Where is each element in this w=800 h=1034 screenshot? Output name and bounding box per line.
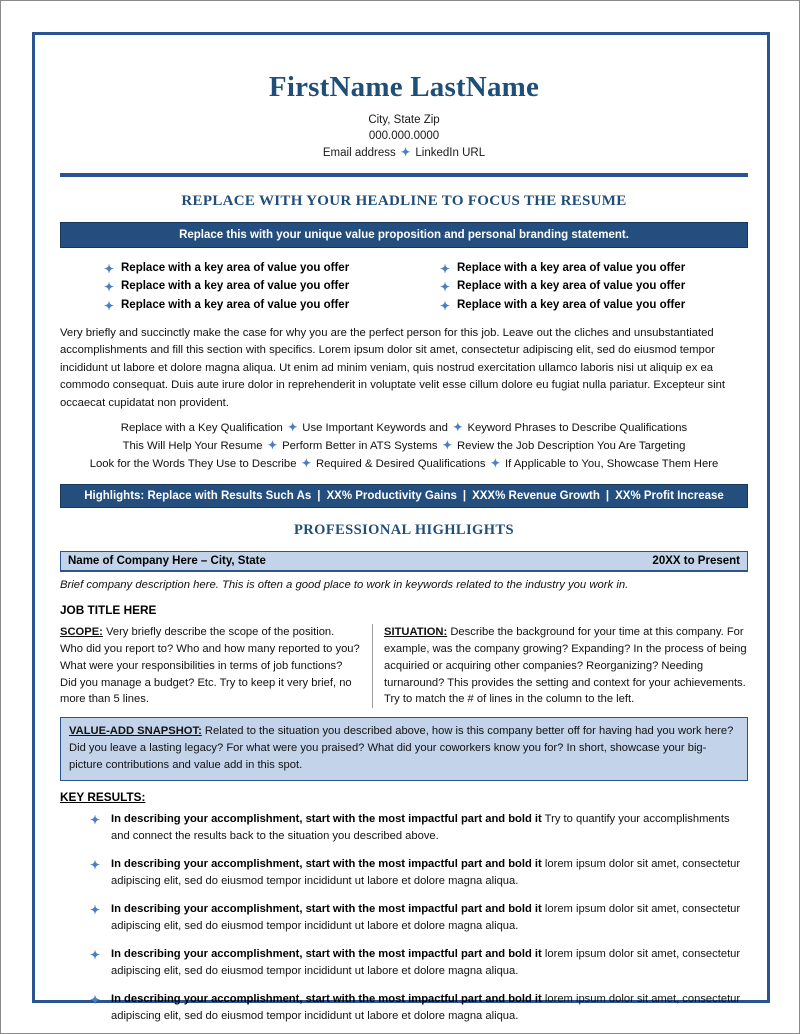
diamond-bullet-icon: ✦ xyxy=(440,280,451,295)
summary-paragraph: Very briefly and succinctly make the case for why you are the perfect person for this job. Leave out the cliches and unsubstantiated accomplishments and fill this section with specifics. Lorem ipsum dolor sit amet, consectetur adipiscing elit, sed do eiusmod tempor incididunt ut labore et dolore magna aliqua. Ut enim ad minim veniam, quis nostrud exercitation ullamco laboris nisi ut aliquip ex ea commodo consequat. Duis aute irure dolor in reprehenderit in voluptate velit esse cillum dolore eu fugiat nulla pariatur. Excepteur sint occaecat cupidatat non provident. xyxy=(60,326,725,409)
scope-text-block xyxy=(60,624,360,708)
company-name-location: Name of Company Here – City, State xyxy=(68,555,266,568)
key-areas-right-column xyxy=(404,260,740,315)
diamond-separator-icon: ✦ xyxy=(400,146,411,159)
header-divider-rule xyxy=(60,173,748,177)
key-result-rest: lorem ipsum dolor sit amet, consectetur adipiscing elit, sed do eiusmod tempor incididunt ut labore et dolore magna aliqua. xyxy=(111,993,741,1023)
situation-column xyxy=(373,624,748,708)
contact-email-linkedin xyxy=(60,145,748,161)
key-result-rest: lorem ipsum dolor sit amet, consectetur adipiscing elit, sed do eiusmod tempor incididunt ut labore et dolore magna aliqua. xyxy=(111,858,741,888)
qualification-segment: Keyword Phrases to Describe Qualifications xyxy=(467,422,688,435)
highlights-segment: XX% Profit Increase xyxy=(615,489,724,502)
key-area-label: Replace with a key area of value you offer xyxy=(121,298,350,311)
value-add-label: VALUE-ADD SNAPSHOT: xyxy=(69,725,202,738)
highlights-segment: Highlights: Replace with Results Such As xyxy=(84,489,312,502)
list-item xyxy=(60,946,748,980)
qualification-segment: This Will Help Your Resume xyxy=(122,440,263,453)
scope-body: Very briefly describe the scope of the position. Who did you report to? Who and how many reported to you? What were your responsibilities in terms of job functions? Did you manage a budget? Etc. Try to keep it very brief, no more than 5 lines. xyxy=(60,626,360,706)
key-result-rest: Try to quantify your accomplishments and connect the results back to the situation you described above. xyxy=(111,813,730,843)
diamond-separator-icon: ✦ xyxy=(452,422,463,435)
key-area-label: Replace with a key area of value you offer xyxy=(457,298,686,311)
page-title: FirstName LastName xyxy=(268,71,540,103)
list-item xyxy=(104,297,404,315)
qualification-segment: If Applicable to You, Showcase Them Here xyxy=(504,458,719,471)
highlights-segment: XX% Productivity Gains xyxy=(326,489,457,502)
contact-email: Email address xyxy=(322,146,396,159)
list-item xyxy=(60,856,748,890)
key-result-bold: In describing your accomplishment, start with the most impactful part and bold it xyxy=(111,948,542,961)
qualification-segment: Use Important Keywords and xyxy=(302,422,448,435)
diamond-bullet-icon: ✦ xyxy=(90,813,101,828)
key-result-rest: lorem ipsum dolor sit amet, consectetur adipiscing elit, sed do eiusmod tempor incididunt ut labore et dolore magna aliqua. xyxy=(111,903,741,933)
resume-content xyxy=(60,48,748,1023)
qualifications-block xyxy=(60,420,748,474)
qualification-segment: Look for the Words They Use to Describe xyxy=(89,458,297,471)
highlights-bar xyxy=(60,484,748,508)
key-result-text xyxy=(111,811,748,845)
qualification-segment: Perform Better in ATS Systems xyxy=(282,440,438,453)
value-add-body: Related to the situation you described above, how is this company better off for having had you work here? Did you leave a lasting legacy? For what were you praised? What did your coworkers know you for? In short, showcase your big-picture contributions and value add in this spot. xyxy=(69,725,734,772)
value-proposition-bar: Replace this with your unique value proposition and personal branding statement. xyxy=(60,222,748,248)
diamond-bullet-icon: ✦ xyxy=(104,298,115,313)
company-header-bar xyxy=(60,551,748,572)
resume-headline: REPLACE WITH YOUR HEADLINE TO FOCUS THE RESUME xyxy=(181,192,627,209)
key-area-label: Replace with a key area of value you offer xyxy=(457,280,686,293)
company-description: Brief company description here. This is often a good place to work in keywords related to the industry you work in. xyxy=(60,579,629,592)
diamond-bullet-icon: ✦ xyxy=(90,948,101,963)
list-item xyxy=(60,991,748,1025)
scope-column xyxy=(60,624,373,708)
contact-location: City, State Zip xyxy=(368,113,440,126)
situation-text-block xyxy=(384,624,748,708)
scope-label: SCOPE: xyxy=(60,626,103,639)
value-add-snapshot-box xyxy=(60,717,748,781)
key-areas-of-value xyxy=(60,260,748,315)
diamond-bullet-icon: ✦ xyxy=(440,298,451,313)
bar-separator: | xyxy=(605,489,610,502)
key-result-text xyxy=(111,991,748,1025)
contact-phone: 000.000.0000 xyxy=(368,130,440,143)
diamond-bullet-icon: ✦ xyxy=(90,858,101,873)
key-area-label: Replace with a key area of value you offer xyxy=(121,262,350,275)
list-item xyxy=(104,260,404,278)
qualification-segment: Replace with a Key Qualification xyxy=(120,422,283,435)
key-results-list xyxy=(60,811,748,1025)
key-result-text xyxy=(111,946,748,980)
qualification-line xyxy=(60,456,748,474)
list-item xyxy=(440,260,740,278)
qualification-line xyxy=(60,420,748,438)
diamond-bullet-icon: ✦ xyxy=(90,903,101,918)
contact-linkedin: LinkedIn URL xyxy=(415,146,486,159)
bar-separator: | xyxy=(317,489,321,502)
scope-situation-columns xyxy=(60,624,748,708)
company-dates: 20XX to Present xyxy=(652,555,740,568)
key-result-text xyxy=(111,901,748,935)
job-title: JOB TITLE HERE xyxy=(60,603,157,618)
key-result-bold: In describing your accomplishment, start with the most impactful part and bold it xyxy=(111,993,542,1006)
key-result-rest: lorem ipsum dolor sit amet, consectetur adipiscing elit, sed do eiusmod tempor incididunt ut labore et dolore magna aliqua. xyxy=(111,948,741,978)
page-border-frame xyxy=(32,32,770,1023)
key-areas-left-column xyxy=(68,260,404,315)
situation-label: SITUATION: xyxy=(384,626,448,639)
diamond-separator-icon: ✦ xyxy=(287,422,298,435)
key-results-heading: KEY RESULTS: xyxy=(60,790,146,805)
diamond-bullet-icon: ✦ xyxy=(90,993,101,1008)
key-result-text xyxy=(111,856,748,890)
qualification-segment: Required & Desired Qualifications xyxy=(315,458,486,471)
key-result-bold: In describing your accomplishment, start with the most impactful part and bold it xyxy=(111,903,542,916)
diamond-separator-icon: ✦ xyxy=(267,440,278,453)
qualification-segment: Review the Job Description You Are Targeting xyxy=(457,440,686,453)
diamond-separator-icon: ✦ xyxy=(442,440,453,453)
key-result-bold: In describing your accomplishment, start with the most impactful part and bold it xyxy=(111,858,542,871)
key-area-label: Replace with a key area of value you offer xyxy=(121,280,350,293)
diamond-bullet-icon: ✦ xyxy=(104,280,115,295)
bar-separator: | xyxy=(462,489,467,502)
qualification-line xyxy=(60,438,748,456)
key-result-bold: In describing your accomplishment, start with the most impactful part and bold it xyxy=(111,813,542,826)
key-area-label: Replace with a key area of value you offer xyxy=(457,262,686,275)
highlights-segment: XXX% Revenue Growth xyxy=(472,489,600,502)
situation-body: Describe the background for your time at this company. For example, was the company growing? Expanding? In the process of being acquiried or acquiring other companies? Reorganizing? Needing turnaround? This provides the setting and context for your achievements. Try to match the # of lines in the column to the left. xyxy=(384,626,747,706)
list-item xyxy=(104,278,404,296)
section-title-professional-highlights: PROFESSIONAL HIGHLIGHTS xyxy=(294,522,514,539)
diamond-bullet-icon: ✦ xyxy=(104,262,115,277)
list-item xyxy=(60,811,748,845)
list-item xyxy=(440,297,740,315)
diamond-separator-icon: ✦ xyxy=(301,458,311,471)
list-item xyxy=(60,901,748,935)
diamond-bullet-icon: ✦ xyxy=(440,262,451,277)
diamond-separator-icon: ✦ xyxy=(490,458,500,471)
list-item xyxy=(440,278,740,296)
